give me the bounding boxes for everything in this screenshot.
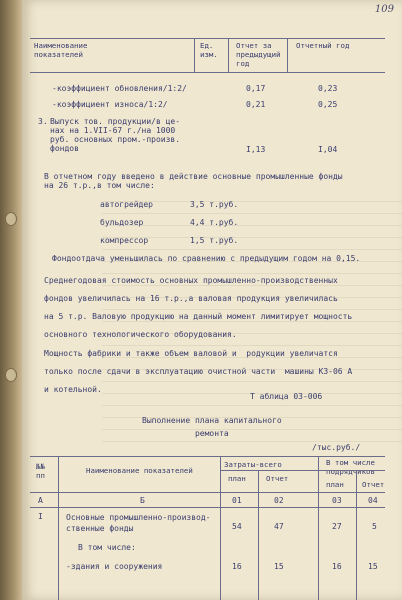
document-page [22,0,402,600]
table2-row1-c4: 5 [372,522,377,531]
table1-row3-prev: I,13 [246,145,266,154]
table2-row3-c2: 15 [274,562,284,571]
table2-header-rule [30,492,385,493]
table1-col-divider [194,38,195,72]
table2-code-c3: 03 [332,496,342,505]
table2-col-divider [258,470,259,600]
table1-row1-cur: 0,23 [318,84,338,93]
item-value: 4,4 т.руб. [190,218,239,227]
table2-header-plan2: план [326,480,344,489]
paragraph-new-assets: В отчетном году введено в действие основные промышленные фонды на 26 т.р.,в том числе: [44,172,343,190]
table1-col-divider [287,38,288,72]
table2-header-total: Затраты-всего [224,460,282,469]
table2-row3-c4: 15 [368,562,378,571]
table2-row1-c2: 47 [274,522,284,531]
table2-row2-name: В том числе: [78,543,136,552]
table2-row1-c3: 27 [332,522,342,531]
table2-code-c2: 02 [274,496,284,505]
table1-row3-name: Выпуск тов. продукции/в це- нах на 1.VII-67 г./на 1000 руб. основных пром.-произв. фондов [50,117,181,153]
table1-row3-num: 3. [38,117,48,126]
table2-header-incl: В том числе подрядчиков [326,458,375,476]
table2-header-fact: Отчет [266,474,289,483]
table2-row1-c1: 54 [232,522,242,531]
table2-code-rule [30,507,385,508]
table2-title: Выполнение плана капитального ремонта [142,416,282,438]
table2-col-divider [220,456,221,600]
table2-row3-name: -здания и сооружения [66,562,163,571]
table2-code-c1: 01 [232,496,242,505]
item-label: бульдозер [100,218,144,227]
page-number: 109 [374,4,394,15]
table1-row3-cur: I,04 [318,145,338,154]
item-label: автогрейдер [100,200,153,209]
table1-row2-cur: 0,25 [318,100,338,109]
book-binding [0,0,22,600]
table2-header-name: Наименование показателей [86,466,193,475]
table2-row3-c1: 16 [232,562,242,571]
table1-row2-name: -коэффициент износа/1:2/ [52,100,168,109]
item-value: 3,5 т.руб. [190,200,239,209]
paragraph-capital-productivity: Фондоотдача уменьшилась по сравнению с предыдущим годом на 0,15. [52,254,361,263]
table1-top-rule [30,38,385,39]
table2-row3-c3: 16 [332,562,342,571]
binding-hole [5,212,17,226]
paragraph-capacity: Мощность фабрики и также объем валовой и родукции увеличатся только после сдачи в эксплуатацию очистной части машины КЗ-06 А и котельной. [44,349,353,394]
table2-reference: Т аблица 03-006 [250,392,323,401]
table2-code-c4: 04 [368,496,378,505]
table2-col-divider [58,456,59,600]
table2-col-divider [318,456,319,600]
table2-code-num: А [38,496,43,505]
table2-row1-num: I [38,512,43,521]
table1-header-name: Наименование показателей [34,41,88,59]
table1-col-divider [228,38,229,72]
table2-unit: /тыс.руб./ [312,443,361,452]
table1-row1-prev: 0,17 [246,84,266,93]
paragraph-average-cost: Среднегодовая стоимость основных промышленно-производственных фондов увеличилась на 16 т.р.,а валовая продукция увеличилась на 5 т.р. Валовую продукцию на данный момент лимитирует мощность основного технологического оборудования. [44,276,353,339]
item-value: 1,5 т.руб. [190,236,239,245]
table2-col-divider [356,470,357,600]
table2-row1-name: Основные промышленно-производ- ственные фонды [66,513,211,533]
table2-subheader-rule [220,470,385,471]
table1-header-cur: Отчетный год [296,41,350,50]
table2-header-plan: план [228,474,246,483]
table2-code-name: Б [140,496,145,505]
item-label: компрессор [100,236,149,245]
table1-row2-prev: 0,21 [246,100,266,109]
table2-header-num: №№ пп [36,462,45,480]
binding-hole [5,368,17,382]
table1-header-rule [30,72,385,73]
table1-row1-name: -коэффициент обновления/1:2/ [52,84,187,93]
table2-top-rule [30,456,385,457]
table2-header-fact2: Отчет [362,480,385,489]
table1-header-unit: Ед. изм. [200,41,218,59]
table1-header-prev: Отчет за предыдущий год [236,41,281,68]
